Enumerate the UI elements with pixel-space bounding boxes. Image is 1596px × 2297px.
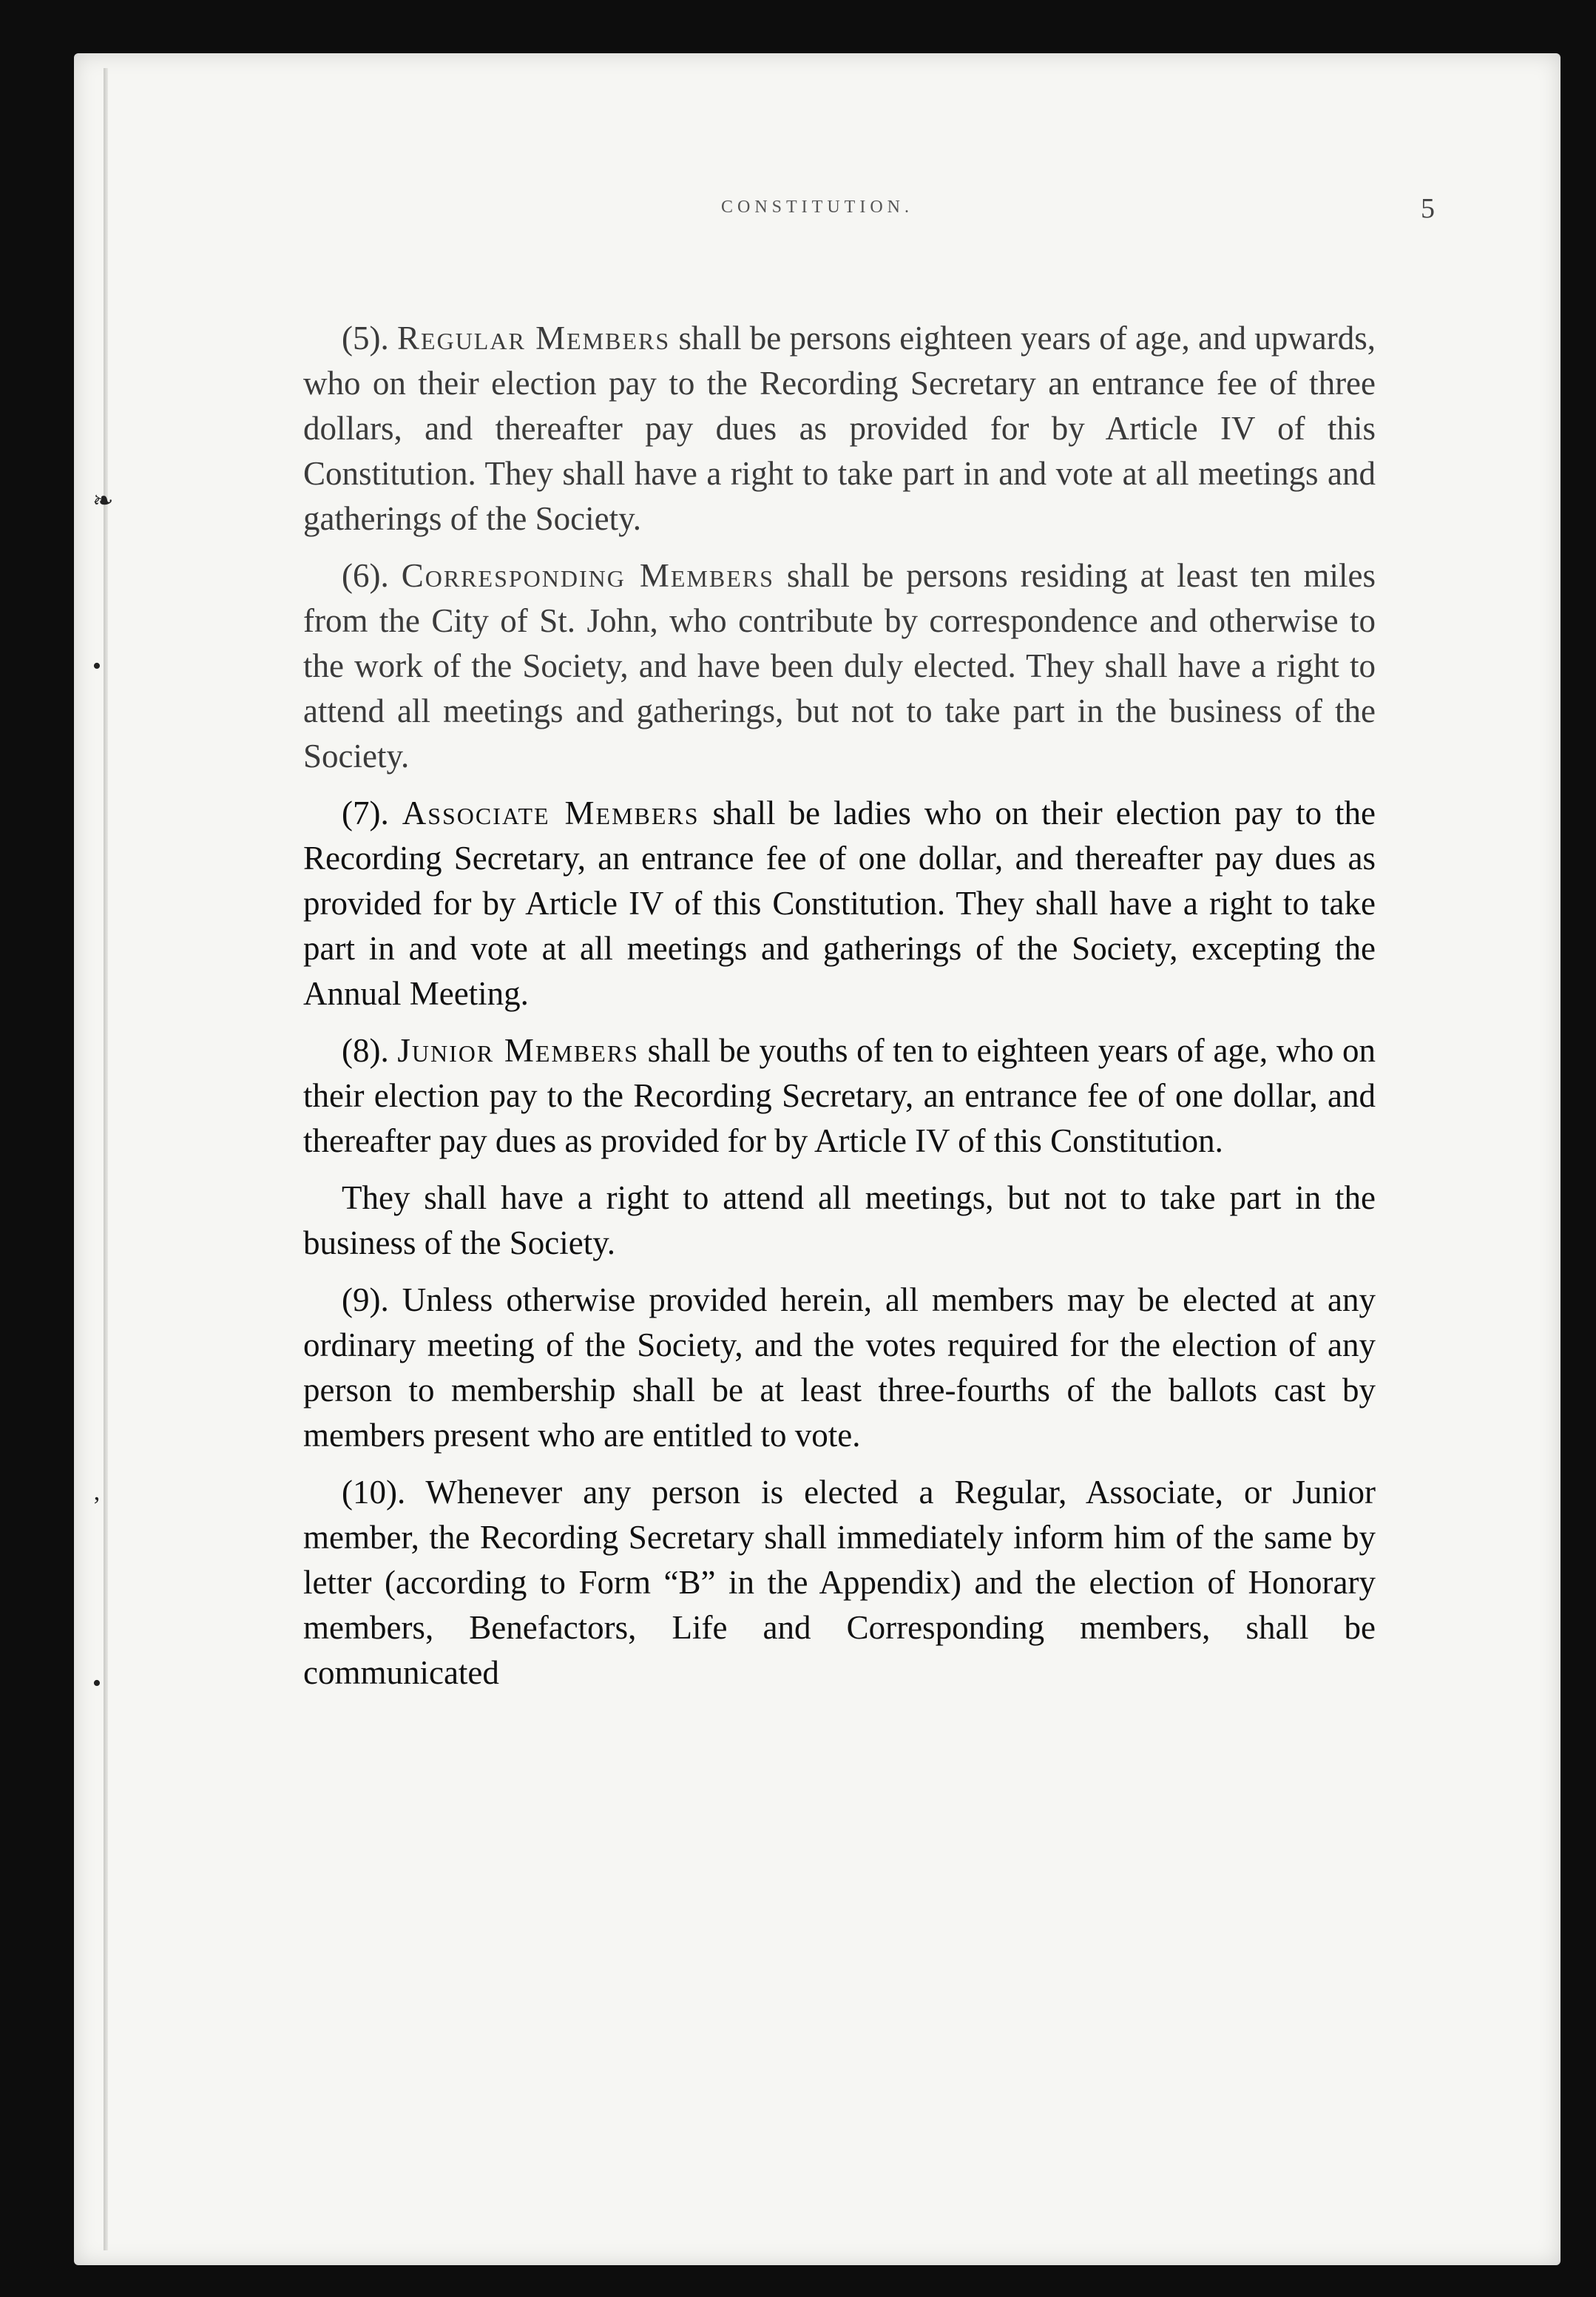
paragraph-body: Unless otherwise provided herein, all members may be elected at any ordinary meeting of the Society, and the votes required for the election of any person to membership shall be at least three-fourths of the ballots cast by members present who are entitled to vote. (303, 1281, 1376, 1454)
paragraph-body: shall be youths of ten to eighteen years of age, who on their election pay to the Recording Secretary, an entrance fee of one dollar, and thereafter pay dues as provided for by Article IV of this Constitution. (303, 1032, 1376, 1159)
paragraph-number: (9). (342, 1281, 389, 1318)
page-number: 5 (1421, 193, 1435, 224)
paragraph-number: (5). (342, 320, 389, 357)
paragraph (303, 791, 1376, 1016)
paragraph-heading: Junior Members (397, 1032, 639, 1069)
paragraph (303, 553, 1376, 779)
margin-mark: • (92, 652, 101, 680)
paragraph (303, 316, 1376, 542)
page-gutter (104, 68, 108, 2250)
margin-mark: ’ (92, 1492, 101, 1519)
paragraph-body: shall be persons residing at least ten miles from the City of St. John, who contribute by correspondence and otherwise to the work of the Society, and have been duly elected. They shall have a right to attend all meetings and gatherings, but not to take part in the business of the Society. (303, 557, 1376, 775)
running-title: CONSTITUTION. (721, 198, 913, 217)
margin-mark: ❧ (92, 488, 114, 515)
document-page (74, 53, 1561, 2265)
paragraph (303, 1176, 1376, 1266)
body-text (303, 316, 1376, 1707)
paragraph (303, 1028, 1376, 1164)
paragraph (303, 1278, 1376, 1458)
paragraph-number: (10). (342, 1474, 406, 1511)
paragraph-heading: Regular Members (397, 320, 671, 357)
paragraph-body: Whenever any person is elected a Regular, Associate, or Junior member, the Recording Secretary shall immediately inform him of the same by letter (according to Form “B” in the Appendix) and the election of Honorary members, Benefactors, Life and Corresponding members, shall be communicated (303, 1474, 1376, 1691)
paragraph-body: shall be persons eighteen years of age, and upwards, who on their election pay to the Recording Secretary an entrance fee of three dollars, and thereafter pay dues as provided for by Article IV of this Constitution. They shall have a right to take part in and vote at all meetings and gatherings of the Society. (303, 320, 1376, 537)
paragraph-body: They shall have a right to attend all meetings, but not to take part in the business of the Society. (303, 1179, 1376, 1261)
paragraph-number: (6). (342, 557, 389, 594)
paragraph-heading: Associate Members (402, 795, 700, 832)
margin-mark: • (92, 1670, 101, 1697)
paragraph (303, 1470, 1376, 1696)
paragraph-heading: Corresponding Members (401, 557, 774, 594)
paragraph-number: (7). (342, 795, 389, 832)
paragraph-number: (8). (342, 1032, 389, 1069)
paragraph-body: shall be ladies who on their election pay to the Recording Secretary, an entrance fee of one dollar, and thereafter pay dues as provided for by Article IV of this Constitution. They shall have a right to take part in and vote at all meetings and gatherings of the Society, excepting the Annual Meeting. (303, 795, 1376, 1012)
